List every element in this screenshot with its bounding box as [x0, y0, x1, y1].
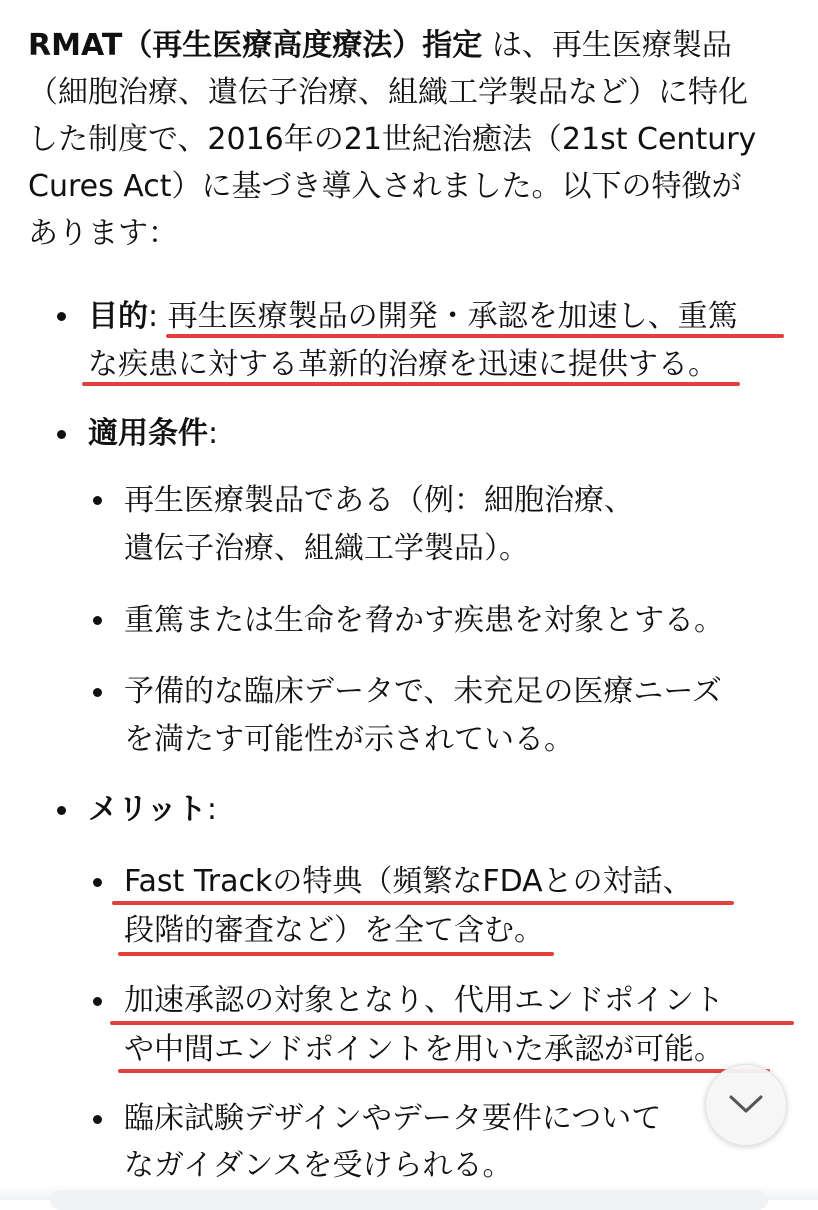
- intro-line-3: した制度で、2016年の21世紀治癒法（21st Century: [28, 122, 757, 157]
- intro-line-2: （細胞治療、遺伝子治療、組織工学製品など）に特化: [28, 75, 748, 110]
- sub-bullet: [93, 1115, 102, 1124]
- intro-line-5: あります：: [28, 216, 178, 251]
- merits-heading: [88, 785, 217, 834]
- purpose-colon: :: [148, 299, 159, 334]
- intro-line-4: Cures Act）に基づき導入されました。以下の特徴が: [28, 169, 742, 204]
- intro-bold-term: RMAT（再生医療高度療法）指定: [28, 28, 483, 63]
- condition-3-line-2: を満たす可能性が示されている。: [124, 722, 574, 757]
- highlight-underline: [166, 334, 784, 338]
- condition-2-line-1: 重篤または生命を脅かす疾患を対象とする。: [124, 603, 724, 638]
- merit-2-line-1: 加速承認の対象となり、代用エンドポイント: [124, 983, 724, 1018]
- merits-colon: :: [206, 792, 217, 827]
- purpose-label: 目的: [88, 299, 148, 334]
- sub-bullet: [93, 878, 102, 887]
- sub-bullet: [93, 616, 102, 625]
- merit-1-line-2: 段階的審査など）を全て含む。: [124, 913, 544, 948]
- merit-2-line-2: や中間エンドポイントを用いた承認が可能。: [124, 1032, 724, 1067]
- merit-1-line-1: Fast Trackの特典（頻繁なFDAとの対話、: [124, 864, 693, 899]
- merit-3-line-1: 臨床試験デザインやデータ要件について: [124, 1101, 662, 1136]
- merits-label: メリット: [88, 792, 207, 827]
- bullet-merits: [57, 806, 66, 815]
- highlight-underline: [118, 952, 554, 956]
- highlight-underline: [112, 901, 734, 905]
- condition-3-line-1: 予備的な臨床データで、未充足の医療ニーズ: [124, 674, 722, 709]
- conditions-heading: [88, 409, 218, 458]
- intro-line-1: は、再生医療製品: [482, 28, 732, 63]
- intro-paragraph: [28, 22, 803, 257]
- sub-bullet: [93, 997, 102, 1006]
- chevron-down-icon: [728, 1091, 764, 1117]
- highlight-underline: [82, 382, 740, 386]
- purpose-text-1: 再生医療製品の開発・承認を加速し、重篤: [167, 299, 738, 334]
- bullet-purpose: [57, 312, 66, 321]
- scroll-down-button[interactable]: [705, 1064, 787, 1146]
- condition-1-line-1: 再生医療製品である（例：細胞治療、: [124, 483, 634, 518]
- conditions-colon: :: [208, 416, 219, 451]
- merit-3-line-2: なガイダンスを受けられる。: [124, 1148, 513, 1183]
- condition-1-line-2: 遺伝子治療、組織工学製品）。: [124, 531, 529, 566]
- message-composer-edge[interactable]: [50, 1190, 768, 1210]
- highlight-underline: [118, 1069, 770, 1073]
- bullet-conditions: [57, 430, 66, 439]
- conditions-label: 適用条件: [88, 416, 208, 451]
- sub-bullet: [93, 496, 102, 505]
- purpose-text-2: な疾患に対する革新的治療を迅速に提供する。: [88, 347, 718, 382]
- sub-bullet: [93, 688, 102, 697]
